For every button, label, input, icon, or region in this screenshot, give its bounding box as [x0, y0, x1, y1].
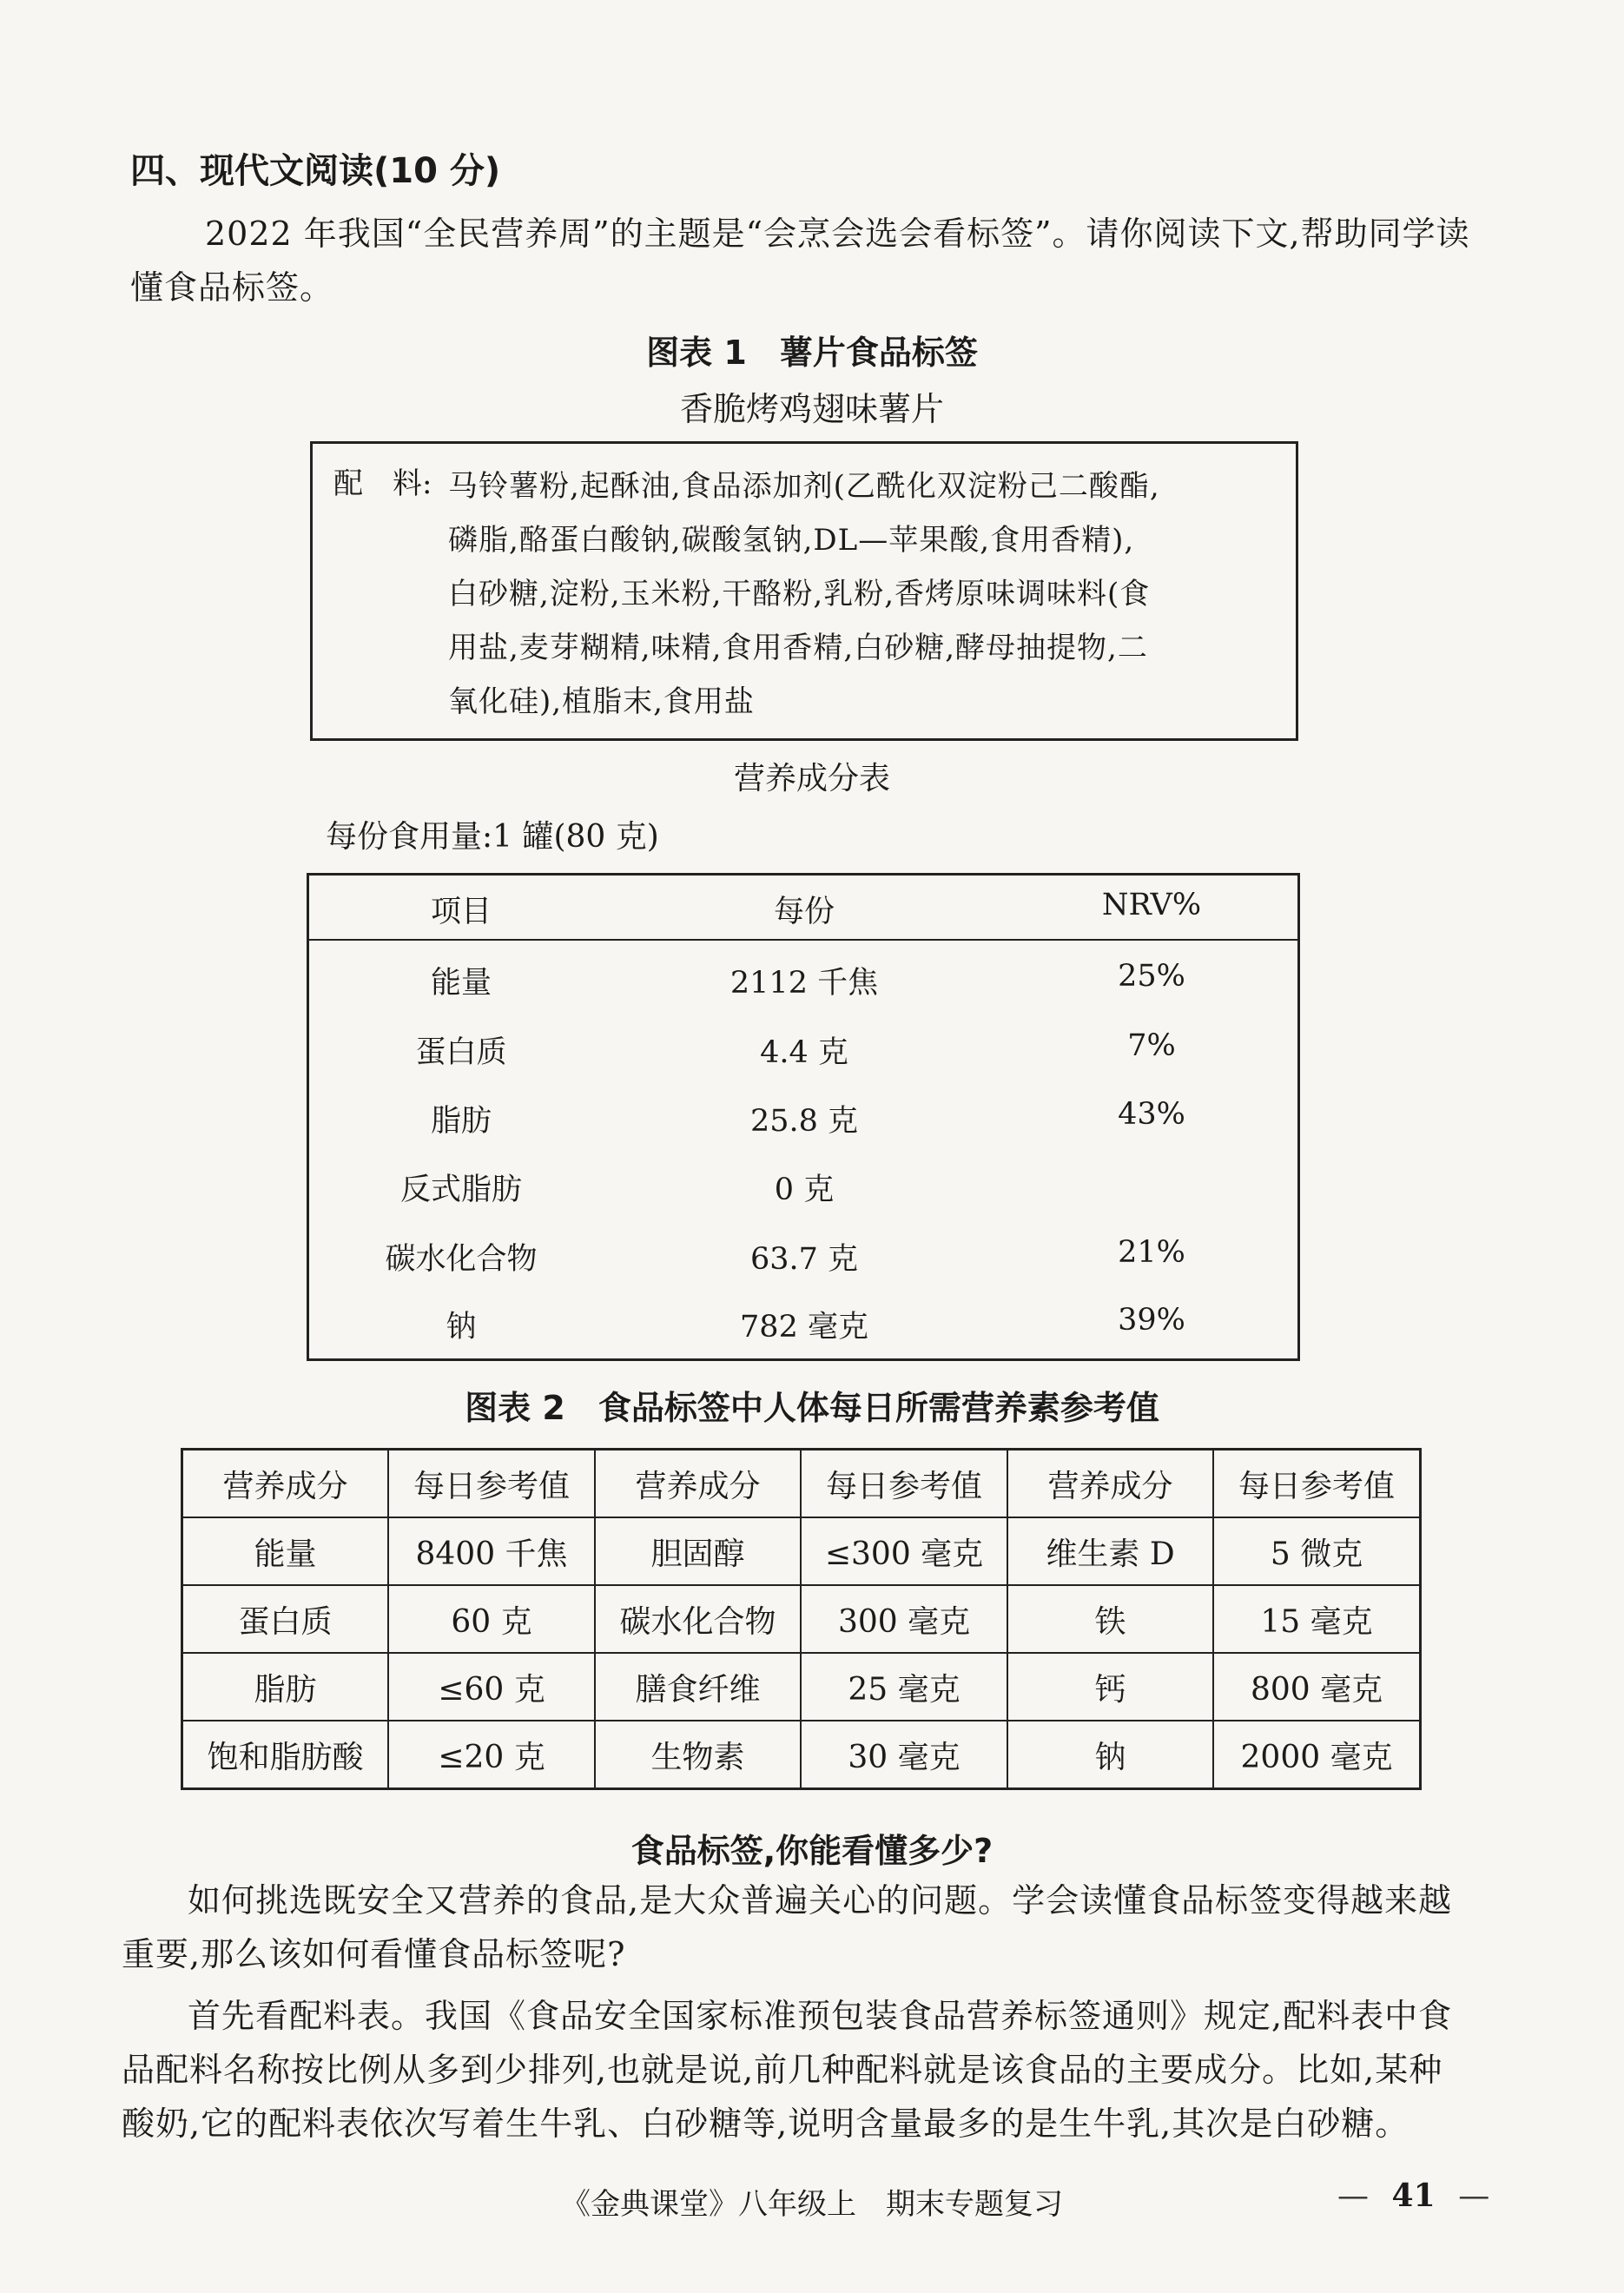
article-title: 食品标签,你能看懂多少? — [630, 1832, 994, 1870]
page-number — [1337, 2177, 1489, 2214]
figure1-title: 图表 1 薯片食品标签 — [646, 334, 978, 372]
ingredients-line: 马铃薯粉,起酥油,食品添加剂(乙酰化双淀粉己二酸酯, — [448, 469, 1160, 504]
table-cell: 60 克 — [388, 1585, 595, 1653]
nutrient-name: 钠 — [446, 1310, 477, 1345]
table-cell: 铁 — [1007, 1585, 1213, 1653]
table-cell: 8400 千焦 — [388, 1517, 595, 1585]
figure2-title: 图表 2 食品标签中人体每日所需营养素参考值 — [465, 1389, 1159, 1427]
page-dash-right: — — [1458, 2178, 1490, 2214]
nutrient-amount: 0 克 — [774, 1173, 835, 1207]
nutrition-caption: 营养成分表 — [733, 761, 890, 796]
table-cell: 脂肪 — [182, 1653, 389, 1721]
nutrient-name: 碳水化合物 — [385, 1242, 538, 1277]
table-cell: ≤20 克 — [388, 1721, 595, 1789]
table-cell: 5 微克 — [1213, 1517, 1420, 1585]
article-paragraph: 首先看配料表。我国《食品安全国家标准预包装食品营养标签通则》规定,配料表中食品配料名称按比例从多到少排列,也就是说,前几种配料就是该食品的主要成分。比如,某种酸奶,它的配料表依次写着生牛乳、白砂糖等,说明含量最多的是生牛乳,其次是白砂糖。 — [122, 1997, 1453, 2143]
ingredients-line: 磷脂,酪蛋白酸钠,碳酸氢钠,DL—苹果酸,食用香精), — [448, 523, 1135, 558]
table-cell: 膳食纤维 — [595, 1653, 801, 1721]
article-paragraph: 如何挑选既安全又营养的食品,是大众普遍关心的问题。学会读懂食品标签变得越来越重要,那么该如何看懂食品标签呢? — [122, 1881, 1453, 1973]
ingredients-line: 氧化硅),植脂末,食用盐 — [448, 684, 755, 719]
header-cell: 营养成分 — [182, 1450, 389, 1518]
table-row — [182, 1721, 1421, 1789]
ingredients-box — [310, 441, 1298, 741]
nutrient-amount: 25.8 克 — [749, 1104, 859, 1139]
nutrient-nrv: 25% — [1118, 959, 1185, 994]
table-cell: 15 毫克 — [1213, 1585, 1420, 1653]
nutrient-name: 脂肪 — [430, 1104, 492, 1139]
table-cell: 碳水化合物 — [595, 1585, 801, 1653]
nutrient-nrv: 7% — [1127, 1028, 1176, 1063]
ingredients-text — [448, 459, 1277, 729]
ingredients-line: 白砂糖,淀粉,玉米粉,干酪粉,乳粉,香烤原味调味料(食 — [448, 577, 1151, 611]
header-cell: 每日参考值 — [801, 1450, 1007, 1518]
table-row — [182, 1517, 1421, 1585]
table-row — [182, 1585, 1421, 1653]
nutrition-header-nrv: NRV% — [1101, 888, 1202, 922]
table-cell: 维生素 D — [1007, 1517, 1213, 1585]
nutrient-name: 蛋白质 — [415, 1035, 507, 1070]
header-cell: 营养成分 — [595, 1450, 801, 1518]
table-cell: 钠 — [1007, 1721, 1213, 1789]
reference-values-table — [181, 1448, 1422, 1790]
section-title: 四、现代文阅读(10 分) — [130, 151, 501, 191]
product-name: 香脆烤鸡翅味薯片 — [679, 390, 944, 428]
header-cell: 每日参考值 — [388, 1450, 595, 1518]
table-cell: 30 毫克 — [801, 1721, 1007, 1789]
page-number-value: 41 — [1391, 2177, 1436, 2214]
nutrition-header-item: 项目 — [430, 895, 492, 929]
footer-book-title: 《金典课堂》八年级上 期末专题复习 — [561, 2187, 1063, 2222]
nutrition-header-row — [309, 876, 1297, 941]
intro-paragraph: 2022 年我国“全民营养周”的主题是“会烹会选会看标签”。请你阅读下文,帮助同学读懂食品标签。 — [130, 215, 1470, 307]
header-cell: 营养成分 — [1007, 1450, 1213, 1518]
ingredients-line: 用盐,麦芽糊精,味精,食用香精,白砂糖,酵母抽提物,二 — [448, 631, 1148, 665]
nutrient-amount: 2112 千焦 — [729, 966, 879, 1001]
table-cell: 25 毫克 — [801, 1653, 1007, 1721]
table-cell: 胆固醇 — [595, 1517, 801, 1585]
table-header-row — [182, 1450, 1421, 1518]
nutrient-nrv: 21% — [1118, 1235, 1185, 1270]
table-cell: 800 毫克 — [1213, 1653, 1420, 1721]
nutrition-table — [307, 873, 1300, 1361]
ingredients-label: 配 料: — [333, 466, 432, 501]
page-dash-left: — — [1337, 2178, 1369, 2214]
table-cell: 能量 — [182, 1517, 389, 1585]
table-cell: ≤60 克 — [388, 1653, 595, 1721]
header-cell: 每日参考值 — [1213, 1450, 1420, 1518]
table-cell: ≤300 毫克 — [801, 1517, 1007, 1585]
nutrient-nrv: 43% — [1118, 1097, 1185, 1132]
table-row — [182, 1653, 1421, 1721]
nutrient-amount: 782 毫克 — [740, 1310, 868, 1345]
nutrition-header-per-serving: 每份 — [773, 895, 835, 929]
table-cell: 生物素 — [595, 1721, 801, 1789]
table-cell: 2000 毫克 — [1213, 1721, 1420, 1789]
table-cell: 饱和脂肪酸 — [182, 1721, 389, 1789]
table-cell: 钙 — [1007, 1653, 1213, 1721]
table-cell: 300 毫克 — [801, 1585, 1007, 1653]
nutrient-name: 能量 — [430, 966, 492, 1001]
nutrient-nrv: 39% — [1118, 1303, 1185, 1338]
nutrient-amount: 4.4 克 — [760, 1035, 848, 1070]
table-cell: 蛋白质 — [182, 1585, 389, 1653]
nutrient-amount: 63.7 克 — [749, 1242, 859, 1277]
serving-size: 每份食用量:1 罐(80 克) — [326, 819, 659, 855]
nutrient-name: 反式脂肪 — [399, 1173, 522, 1207]
